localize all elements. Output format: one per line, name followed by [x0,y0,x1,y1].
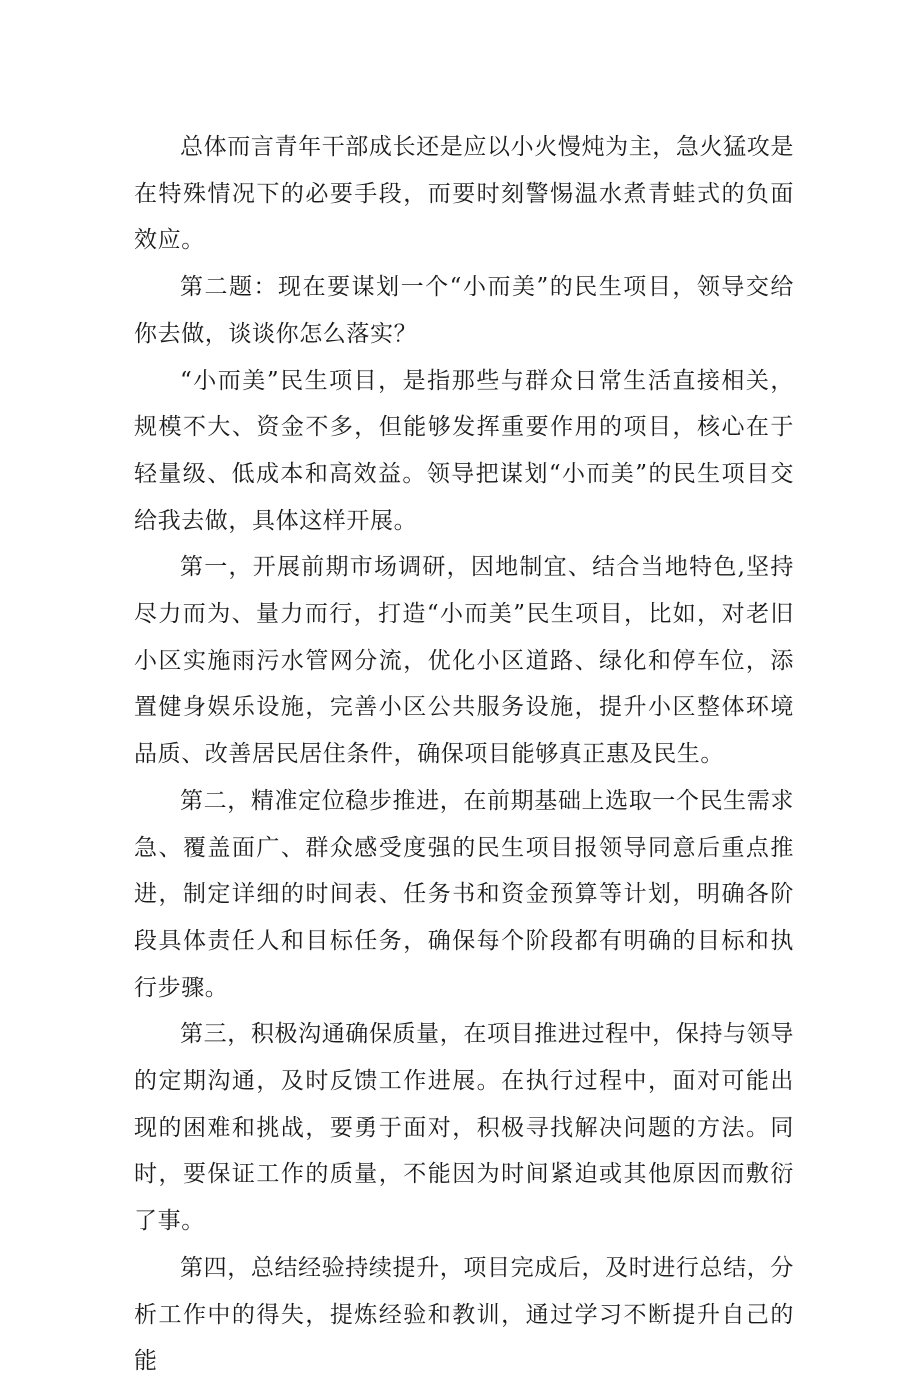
paragraph-step-two: 第二，精准定位稳步推进，在前期基础上选取一个民生需求急、覆盖面广、群众感受度强的民生项目报领导同意后重点推进，制定详细的时间表、任务书和资金预算等计划，明确各阶段具体责任人和目标任务，确保每个阶段都有明确的目标和执行步骤。 [134,787,794,1001]
paragraph-step-one: 第一，开展前期市场调研，因地制宜、结合当地特色,坚持尽力而为、量力而行，打造“小而美”民生项目，比如，对老旧小区实施雨污水管网分流，优化小区道路、绿化和停车位，添置健身娱乐设施，完善小区公共服务设施，提升小区整体环境品质、改善居民居住条件，确保项目能够真正惠及民生。 [134,554,794,768]
paragraph-step-three: 第三，积极沟通确保质量，在项目推进过程中，保持与领导的定期沟通，及时反馈工作进展。在执行过程中，面对可能出现的困难和挑战，要勇于面对，积极寻找解决问题的方法。同时，要保证工作的质量，不能因为时间紧迫或其他原因而敷衍了事。 [134,1021,794,1235]
paragraph-definition: “小而美”民生项目，是指那些与群众日常生活直接相关，规模不大、资金不多，但能够发挥重要作用的项目，核心在于轻量级、低成本和高效益。领导把谋划“小而美”的民生项目交给我去做，具体这样开展。 [134,367,794,534]
paragraph-conclusion: 总体而言青年干部成长还是应以小火慢炖为主，急火猛攻是在特殊情况下的必要手段，而要时刻警惕温水煮青蛙式的负面效应。 [134,134,794,254]
paragraph-question-two: 第二题：现在要谋划一个“小而美”的民生项目，领导交给你去做，谈谈你怎么落实？ [134,274,794,347]
paragraph-step-four: 第四，总结经验持续提升，项目完成后，及时进行总结，分析工作中的得失，提炼经验和教训，通过学习不断提升自己的能 [134,1254,794,1375]
document-body [134,124,794,1385]
